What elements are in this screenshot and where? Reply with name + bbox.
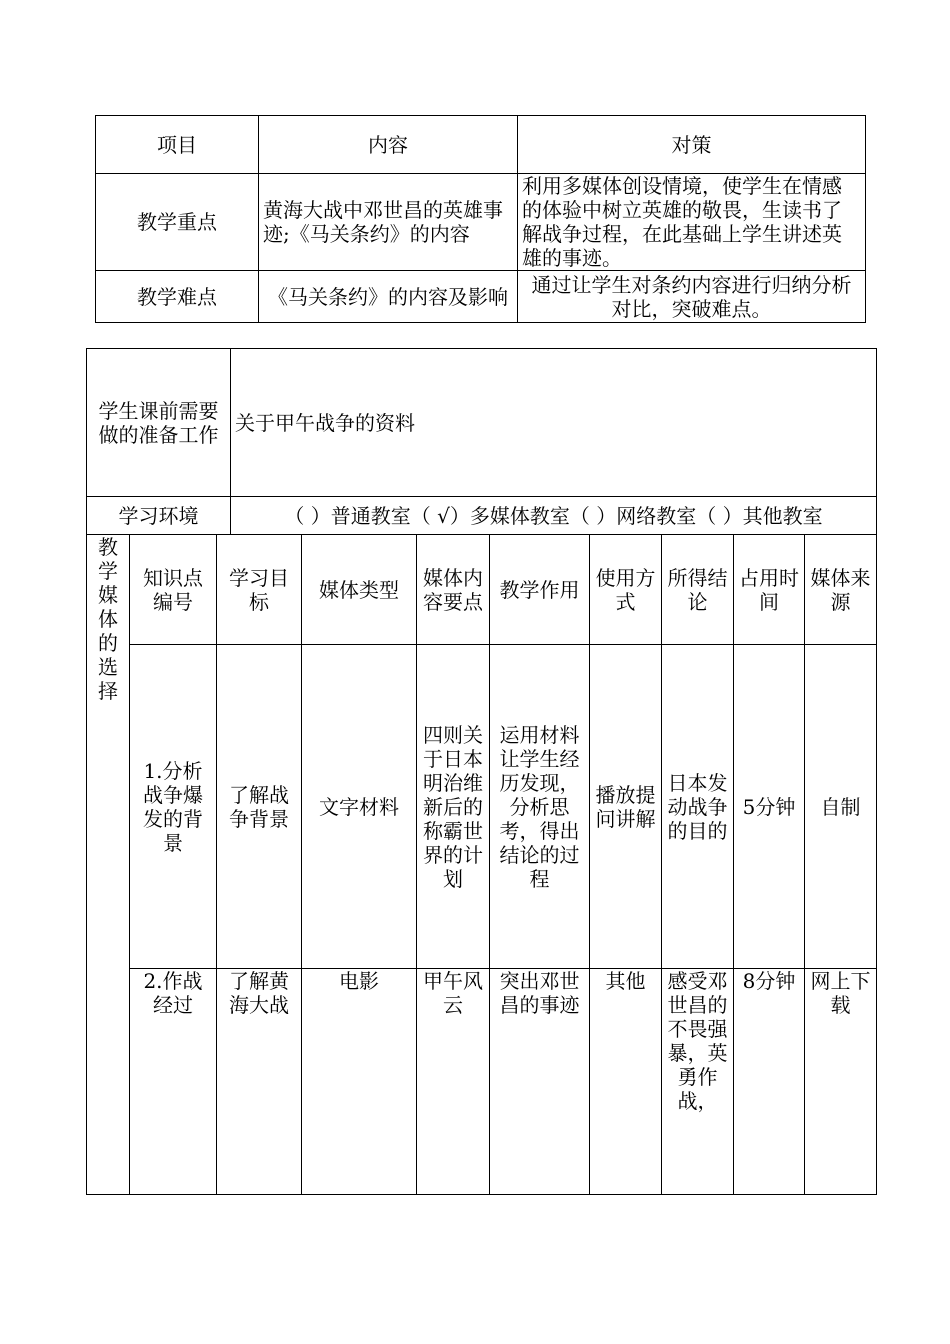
r2-knowledge-id: 2.作战经过 bbox=[130, 969, 217, 1195]
row-difficulty-strategy: 通过让学生对条约内容进行归纳分析对比，突破难点。 bbox=[518, 271, 866, 323]
r1-time: 5分钟 bbox=[734, 645, 805, 969]
r2-source: 网上下载 bbox=[805, 969, 877, 1195]
media-selection-table bbox=[86, 348, 877, 1195]
r1-conclusion: 日本发动战争的目的 bbox=[662, 645, 734, 969]
r1-source: 自制 bbox=[805, 645, 877, 969]
header-teaching-role: 教学作用 bbox=[490, 535, 590, 645]
media-label: 教学媒体的选择 bbox=[98, 535, 118, 703]
header-media-type: 媒体类型 bbox=[302, 535, 417, 645]
header-media-content: 媒体内容要点 bbox=[417, 535, 490, 645]
r1-media-content: 四则关于日本明治维新后的称霸世界的计划 bbox=[417, 645, 490, 969]
env-value: （ ）普通教室（ √）多媒体教室（ ）网络教室（ ）其他教室 bbox=[231, 497, 877, 535]
row-key-item: 教学重点 bbox=[96, 174, 259, 271]
env-label: 学习环境 bbox=[87, 497, 231, 535]
key-difficulty-table bbox=[95, 115, 866, 323]
row-difficulty-content: 《马关条约》的内容及影响 bbox=[259, 271, 518, 323]
r2-time: 8分钟 bbox=[734, 969, 805, 1195]
r1-knowledge-id: 1.分析战争爆发的背景 bbox=[130, 645, 217, 969]
r2-goal: 了解黄海大战 bbox=[217, 969, 302, 1195]
row-key-content: 黄海大战中邓世昌的英雄事迹;《马关条约》的内容 bbox=[259, 174, 518, 271]
header-usage: 使用方式 bbox=[590, 535, 662, 645]
r2-media-type: 电影 bbox=[302, 969, 417, 1195]
header-source: 媒体来源 bbox=[805, 535, 877, 645]
row-difficulty-item: 教学难点 bbox=[96, 271, 259, 323]
header-content: 内容 bbox=[259, 116, 518, 174]
r2-conclusion: 感受邓世昌的不畏强暴，英勇作战， bbox=[662, 969, 734, 1195]
header-knowledge-id: 知识点编号 bbox=[130, 535, 217, 645]
r1-media-type: 文字材料 bbox=[302, 645, 417, 969]
r2-usage: 其他 bbox=[590, 969, 662, 1195]
prep-label: 学生课前需要做的准备工作 bbox=[87, 349, 231, 497]
prep-value: 关于甲午战争的资料 bbox=[231, 349, 877, 497]
header-conclusion: 所得结论 bbox=[662, 535, 734, 645]
r1-usage: 播放提问讲解 bbox=[590, 645, 662, 969]
r2-teaching-role: 突出邓世昌的事迹 bbox=[490, 969, 590, 1195]
media-label-cell bbox=[87, 535, 130, 1195]
header-time: 占用时间 bbox=[734, 535, 805, 645]
header-item: 项目 bbox=[96, 116, 259, 174]
r1-teaching-role: 运用材料让学生经历发现，分析思考，得出结论的过程 bbox=[490, 645, 590, 969]
header-strategy: 对策 bbox=[518, 116, 866, 174]
row-key-strategy: 利用多媒体创设情境，使学生在情感的体验中树立英雄的敬畏，生读书了解战争过程，在此基础上学生讲述英雄的事迹。 bbox=[518, 174, 866, 271]
r2-media-content: 甲午风云 bbox=[417, 969, 490, 1195]
header-goal: 学习目标 bbox=[217, 535, 302, 645]
r1-goal: 了解战争背景 bbox=[217, 645, 302, 969]
